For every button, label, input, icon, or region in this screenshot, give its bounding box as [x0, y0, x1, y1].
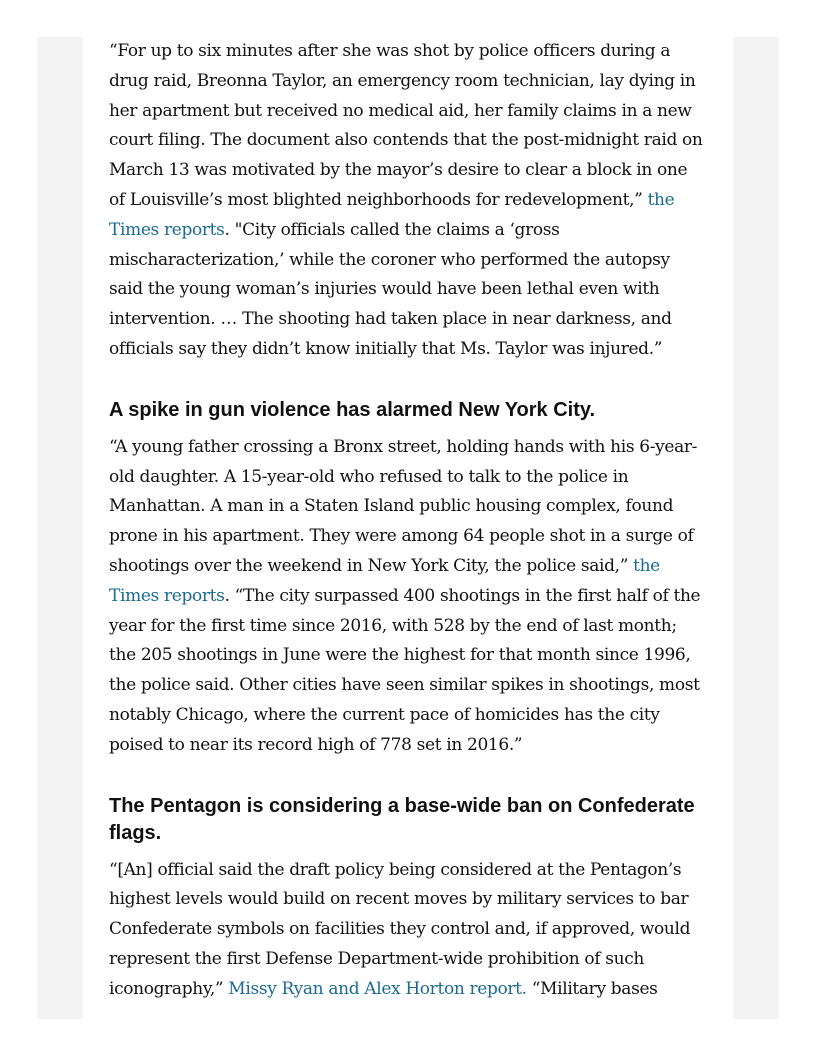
confederate-flags-heading: The Pentagon is considering a base-wide ban on Confederate flags. [109, 794, 695, 844]
ryan-horton-report-link[interactable]: Missy Ryan and Alex Horton report. [228, 978, 527, 999]
times-report-link[interactable]: the Times reports [109, 189, 675, 240]
paragraph-text: . "City officials called the claims a ‘gross mischaracterization,’ while the coroner who performed the autopsy said the young woman’s injuries would have been lethal even with intervention. … The shooting had taken place in near darkness, and officials say they didn’t know initially that Ms. Taylor was injured.” [109, 219, 672, 359]
breonna-taylor-paragraph [109, 37, 705, 365]
paragraph-text: . “The city surpassed 400 shootings in the first half of the year for the first time since 2016, with 528 by the end of last month; the 205 shootings in June were the highest for that month since 1996, the police said. Other cities have seen similar spikes in shootings, most notably Chicago, where the current pace of homicides has the city poised to near its record high of 778 set in 2016.” [109, 585, 701, 755]
paragraph-text: “Military bases [526, 978, 658, 999]
confederate-flags-paragraph [109, 856, 705, 1005]
article-body [109, 37, 705, 1019]
paragraph-text: “For up to six minutes after she was shot by police officers during a drug raid, Breonna Taylor, an emergency room technician, lay dying in her apartment but received no medical aid, her family claims in a new court filing. The document also contends that the post-midnight raid on March 13 was motivated by the mayor’s desire to clear a block in one of Louisville’s most blighted neighborhoods for redevelopment,” [109, 41, 703, 210]
gun-violence-paragraph [109, 433, 705, 761]
right-margin-panel [733, 37, 779, 1019]
paragraph-text: “A young father crossing a Bronx street, holding hands with his 6-year-old daughter. A 15-year-old who refused to talk to the police in Manhattan. A man in a Staten Island public housing complex, found prone in his apartment. They were among 64 people shot in a surge of shootings over the weekend in New York City, the police said,” [109, 436, 698, 576]
left-margin-panel [37, 37, 83, 1019]
times-report-link[interactable]: the Times reports [109, 555, 660, 606]
paragraph-text: “[An] official said the draft policy being considered at the Pentagon’s highest levels would build on recent moves by military services to bar Confederate symbols on facilities they control and, if approved, would represent the first Defense Department-wide prohibition of such iconography,” [109, 859, 691, 999]
gun-violence-heading: A spike in gun violence has alarmed New York City. [109, 398, 596, 421]
